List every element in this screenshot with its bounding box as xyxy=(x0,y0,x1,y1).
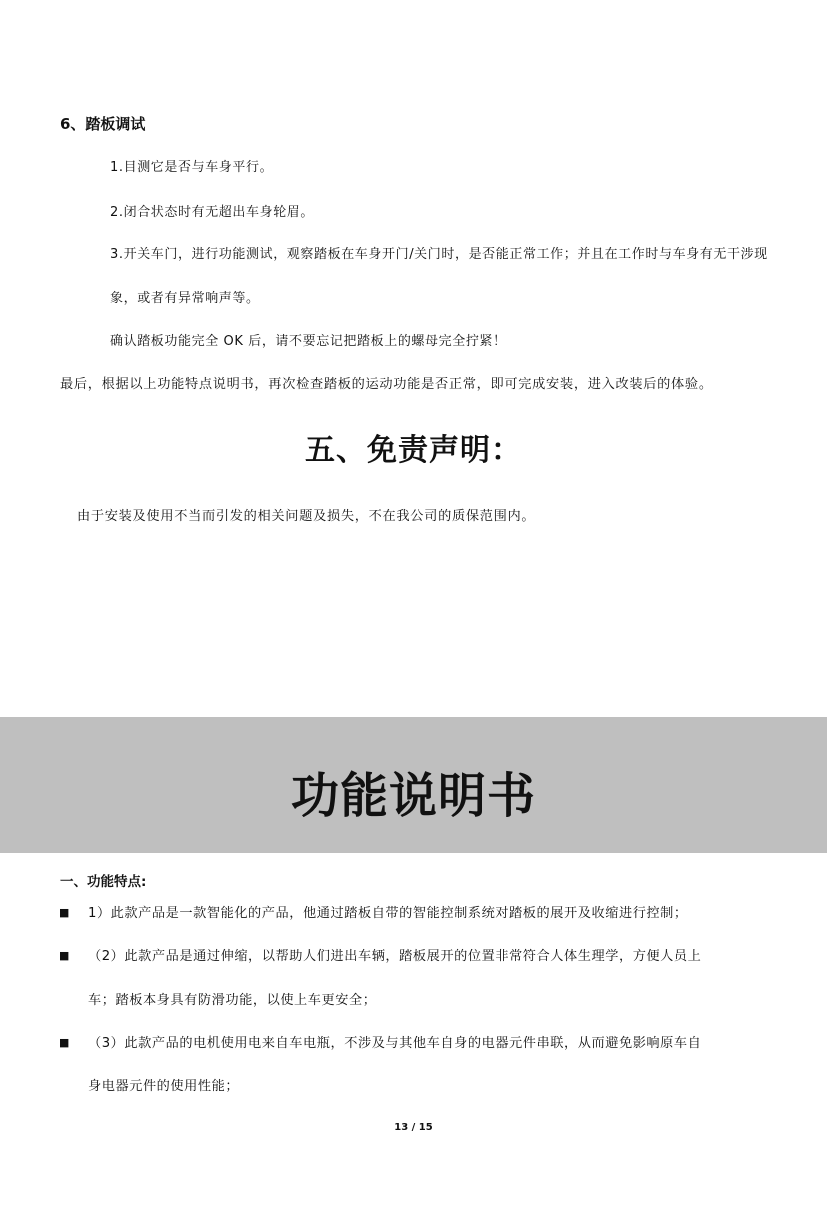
feature-item-3-line-2: 身电器元件的使用性能； xyxy=(88,1079,240,1094)
page-number: 13 / 15 xyxy=(394,1122,433,1133)
step-item-3-line-2: 象，或者有异常响声等。 xyxy=(110,291,260,306)
manual-title: 功能说明书 xyxy=(290,768,536,824)
section-heading-pedal-debug: 6、踏板调试 xyxy=(60,115,146,133)
step-item-3-line-1: 3.开关车门，进行功能测试，观察踏板在车身开门/关门时，是否能正常工作；并且在工作时与车身有无干涉现 xyxy=(110,247,768,262)
feature-item-3-line-1: （3）此款产品的电机使用电来自车电瓶，不涉及与其他车自身的电器元件串联，从而避免影响原车自 xyxy=(88,1036,702,1051)
final-note: 最后，根据以上功能特点说明书，再次检查踏板的运动功能是否正常，即可完成安装，进入改装后的体验。 xyxy=(60,377,713,392)
feature-item-2-line-1: （2）此款产品是通过伸缩，以帮助人们进出车辆，踏板展开的位置非常符合人体生理学，方便人员上 xyxy=(88,949,702,964)
square-bullet-icon: ■ xyxy=(59,949,70,962)
manual-title-banner xyxy=(0,717,827,853)
square-bullet-icon: ■ xyxy=(59,906,70,919)
features-heading: 一、功能特点: xyxy=(60,874,147,890)
step-item-2: 2.闭合状态时有无超出车身轮眉。 xyxy=(110,205,315,220)
feature-item-1: 1）此款产品是一款智能化的产品，他通过踏板自带的智能控制系统对踏板的展开及收缩进行控制； xyxy=(88,906,688,921)
feature-item-2-line-2: 车；踏板本身具有防滑功能，以使上车更安全； xyxy=(88,993,377,1008)
confirm-note: 确认踏板功能完全 OK 后，请不要忘记把踏板上的螺母完全拧紧！ xyxy=(110,334,507,349)
disclaimer-title: 五、免责声明： xyxy=(305,433,522,468)
step-item-1: 1.目测它是否与车身平行。 xyxy=(110,160,274,175)
square-bullet-icon: ■ xyxy=(59,1036,70,1049)
disclaimer-text: 由于安装及使用不当而引发的相关问题及损失，不在我公司的质保范围内。 xyxy=(77,509,536,524)
